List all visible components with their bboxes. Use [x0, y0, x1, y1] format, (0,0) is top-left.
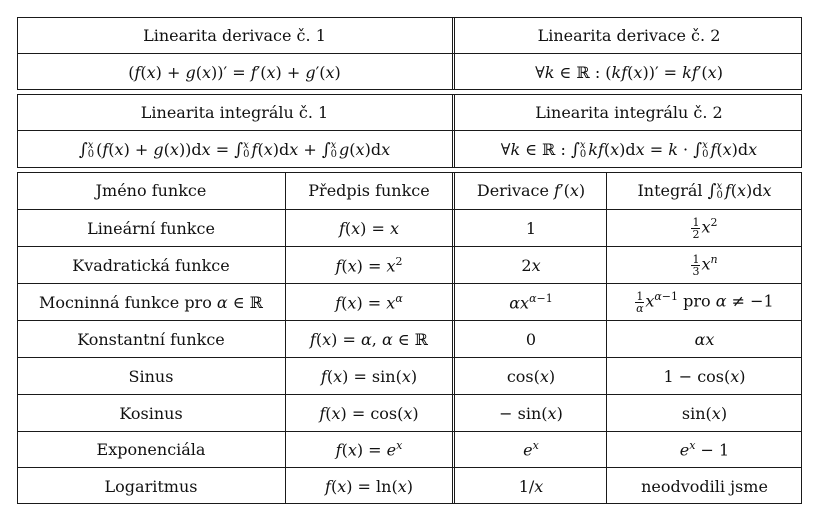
- derivative-linearity-2-formula: [456, 54, 802, 90]
- row-definition: [286, 247, 452, 283]
- integral-linearity-2-formula: [456, 131, 802, 168]
- row-integral: [607, 247, 802, 283]
- formula-text: ∫ x 0 (f(x) + g(x))dx = ∫ x 0 f(x)dx + ∫ x 0 g(x)dx: [78, 139, 391, 160]
- formula-text: f(x) = x: [338, 218, 400, 238]
- row-integral: [607, 432, 802, 467]
- formula-text: $\frac{1}{2}$ $x^2$: [692, 215, 718, 241]
- derivative-linearity-1-formula: [17, 54, 452, 90]
- header-text: Předpis funkce: [308, 181, 430, 200]
- row-name: Kvadratická funkce: [72, 255, 230, 275]
- row-integral: neodvodili jsme: [641, 476, 768, 496]
- formula-text: 1 − cos(x): [663, 366, 746, 386]
- header-text: Integrál ∫ x 0 f(x)dx: [637, 180, 772, 201]
- row-name: Konstantní funkce: [77, 329, 225, 349]
- formula-text: $\frac{1}{\alpha}$ $x^{\alpha-1}$ pro α ≠ −1: [636, 289, 774, 315]
- row-derivative: [456, 468, 606, 504]
- row-integral: [607, 210, 802, 246]
- formula-text: $f(x) = x^2$: [335, 254, 403, 276]
- formula-text: $f(x) = x^\alpha$: [335, 291, 403, 313]
- formula-text: αx: [694, 329, 715, 349]
- row-definition: [286, 321, 452, 357]
- formula-text: cos(x): [506, 366, 556, 386]
- row-definition: [286, 432, 452, 467]
- formula-text: 1/x: [518, 476, 544, 496]
- row-derivative: 0: [525, 329, 537, 349]
- row-definition: [286, 284, 452, 320]
- integral-linearity-1-formula: [17, 131, 452, 168]
- derivative-linearity-1-title: Linearita derivace č. 1: [143, 25, 326, 45]
- row-name: Kosinus: [119, 403, 183, 423]
- formula-text: f(x) = sin(x): [320, 366, 418, 386]
- row-derivative: [456, 284, 606, 320]
- row-name: Exponenciála: [96, 440, 206, 459]
- integral-linearity-2-title: Linearita integrálu č. 2: [535, 102, 723, 122]
- derivative-linearity-2-title: Linearita derivace č. 2: [537, 25, 721, 45]
- header-integral: [607, 172, 802, 209]
- row-name: Sinus: [128, 366, 174, 386]
- formula-text: (f(x) + g(x))′ = f′(x) + g′(x): [128, 62, 341, 82]
- row-derivative: 1: [525, 218, 537, 238]
- formula-text: f(x) = α, α ∈ ℝ: [309, 329, 429, 349]
- formula-text: f(x) = ln(x): [325, 476, 413, 496]
- formula-text: $e^x$: [523, 439, 539, 460]
- row-definition: [286, 395, 452, 431]
- header-function-name: Jméno funkce: [95, 181, 207, 200]
- formula-text: $\alpha x^{\alpha-1}$: [509, 291, 553, 313]
- formula-text: f(x) = cos(x): [319, 403, 419, 423]
- row-definition: [286, 210, 452, 246]
- row-definition: [286, 358, 452, 394]
- row-derivative: [456, 247, 606, 283]
- formula-text: ∀k ∈ ℝ : (kf(x))′ = kf′(x): [535, 62, 723, 82]
- col-divider-double: [452, 172, 455, 504]
- section-divider: [452, 94, 455, 168]
- row-derivative: [456, 395, 606, 431]
- formula-text: 2x: [521, 255, 541, 275]
- formula-text: − sin(x): [499, 403, 563, 423]
- row-name: Logaritmus: [104, 476, 198, 496]
- row-integral: [607, 358, 802, 394]
- integral-linearity-1-title: Linearita integrálu č. 1: [140, 102, 329, 122]
- formula-text: $\frac{1}{3}$ $x^n$: [692, 252, 718, 278]
- header-text: Derivace f′(x): [476, 181, 586, 200]
- row-name: [17, 284, 285, 320]
- formula-text: ∀k ∈ ℝ : ∫ x 0 kf(x)dx = k · ∫ x 0 f(x)dx: [500, 139, 758, 160]
- name-text: Mocninná funkce pro α ∈ ℝ: [38, 292, 264, 312]
- row-definition: [286, 468, 452, 504]
- row-derivative: [456, 358, 606, 394]
- row-name: Lineární funkce: [87, 218, 215, 238]
- header-function-definition: [286, 172, 452, 209]
- row-derivative: [456, 432, 606, 467]
- formula-text: sin(x): [681, 403, 728, 423]
- row-integral: [607, 395, 802, 431]
- header-derivative: [456, 172, 606, 209]
- formula-text: $e^x - 1$: [679, 439, 730, 460]
- row-integral: [607, 284, 802, 320]
- row-integral: [607, 321, 802, 357]
- formula-text: $f(x) = e^x$: [335, 439, 403, 460]
